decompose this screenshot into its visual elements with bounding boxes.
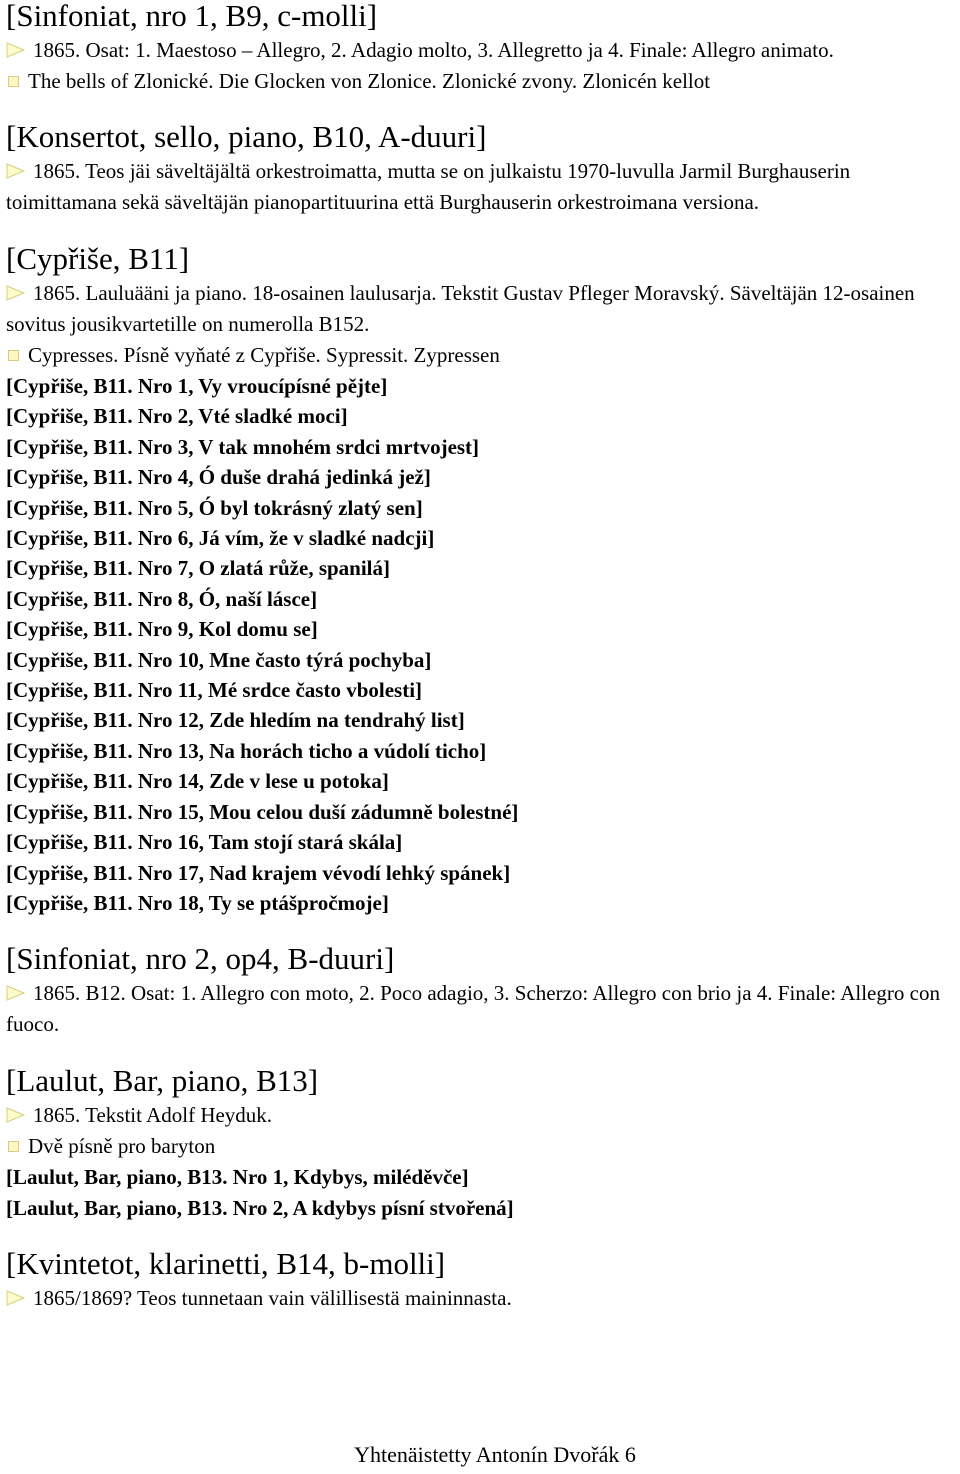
info-paragraph xyxy=(6,278,956,340)
part-title[interactable]: [Cypřiše, B11. Nro 3, V tak mnohém srdci mrtvojest] xyxy=(6,434,480,459)
section-songs-baritone xyxy=(6,1062,956,1223)
section-sinfonia-1 xyxy=(6,0,956,96)
arrow-icon xyxy=(6,42,25,58)
section-heading: [Sinfoniat, nro 1, B9, c-molli] xyxy=(6,0,378,33)
part-title[interactable]: [Cypřiše, B11. Nro 6, Já vím, že v sladké nadcji] xyxy=(6,526,435,551)
section-heading: [Laulut, Bar, piano, B13] xyxy=(6,1063,319,1099)
section-heading: [Kvintetot, klarinetti, B14, b-molli] xyxy=(6,1246,446,1282)
info-text: 1865/1869? Teos tunnetaan vain välillisestä maininnasta. xyxy=(33,1286,512,1311)
part-title[interactable]: [Laulut, Bar, piano, B13. Nro 1, Kdybys, miléděvče] xyxy=(6,1165,469,1190)
part-title[interactable]: [Cypřiše, B11. Nro 16, Tam stojí stará skála] xyxy=(6,830,403,855)
info-text: 1865. B12. Osat: 1. Allegro con moto, 2. Poco adagio, 3. Scherzo: Allegro con brio ja 4. Finale: Allegro con fuoco. xyxy=(6,981,940,1037)
part-title[interactable]: [Cypřiše, B11. Nro 15, Mou celou duší zádumně bolestné] xyxy=(6,799,519,824)
section-sinfonia-2 xyxy=(6,940,956,1040)
part-title[interactable]: [Cypřiše, B11. Nro 13, Na horách ticho a vúdolí ticho] xyxy=(6,738,487,763)
document-page xyxy=(6,0,956,1314)
arrow-icon xyxy=(6,1107,25,1123)
parts-list xyxy=(6,371,956,918)
info-paragraph xyxy=(6,156,956,218)
square-bullet-icon xyxy=(8,76,19,87)
info-text: 1865. Osat: 1. Maestoso – Allegro, 2. Adagio molto, 3. Allegretto ja 4. Finale: Allegro animato. xyxy=(33,38,834,62)
arrow-icon xyxy=(6,163,25,179)
info-text: 1865. Tekstit Adolf Heyduk. xyxy=(33,1103,273,1128)
arrow-icon xyxy=(6,1290,25,1306)
info-text: 1865. Lauluääni ja piano. 18-osainen laulusarja. Tekstit Gustav Pfleger Moravský. Säveltäjän 12-osainen sovitus jousikvartetille on numerolla B152. xyxy=(6,281,915,336)
part-title[interactable]: [Cypřiše, B11. Nro 18, Ty se ptášpročmoje] xyxy=(6,890,389,915)
part-title[interactable]: [Cypřiše, B11. Nro 7, O zlatá růže, spanilá] xyxy=(6,556,391,581)
part-title[interactable]: [Cypřiše, B11. Nro 11, Mé srdce často vbolesti] xyxy=(6,678,423,703)
section-heading: [Konsertot, sello, piano, B10, A-duuri] xyxy=(6,119,487,154)
part-title[interactable]: [Cypřiše, B11. Nro 10, Mne často týrá pochyba] xyxy=(6,647,432,672)
part-title[interactable]: [Cypřiše, B11. Nro 8, Ó, naší lásce] xyxy=(6,586,318,611)
section-cypresses xyxy=(6,240,956,918)
part-title[interactable]: [Cypřiše, B11. Nro 14, Zde v lese u potoka] xyxy=(6,769,389,794)
square-bullet-icon xyxy=(8,1141,19,1152)
info-paragraph xyxy=(6,978,956,1040)
titles-paragraph xyxy=(6,340,956,371)
part-title[interactable]: [Cypřiše, B11. Nro 9, Kol domu se] xyxy=(6,617,318,642)
part-title[interactable]: [Cypřiše, B11. Nro 4, Ó duše drahá jedinká jež] xyxy=(6,465,431,490)
section-heading: [Sinfoniat, nro 2, op4, B-duuri] xyxy=(6,941,395,977)
section-cello-concerto xyxy=(6,118,956,218)
titles-text: Cypresses. Písně vyňaté z Cypřiše. Sypressit. Zypressen xyxy=(28,343,500,367)
section-heading: [Cypřiše, B11] xyxy=(6,241,190,276)
part-title[interactable]: [Cypřiše, B11. Nro 12, Zde hledím na tendrahý list] xyxy=(6,708,465,733)
titles-text: Dvě písně pro baryton xyxy=(28,1134,216,1159)
info-text: 1865. Teos jäi säveltäjältä orkestroimatta, mutta se on julkaistu 1970-luvulla Jarmil Burghauserin toimittamana sekä säveltäjän pianopartituurina että Burghauserin orkestroimana versiona. xyxy=(6,159,851,214)
titles-text: The bells of Zlonické. Die Glocken von Zlonice. Zlonické zvony. Zlonicén kellot xyxy=(28,68,711,93)
part-title[interactable]: [Cypřiše, B11. Nro 1, Vy vroucípísné pějte] xyxy=(6,374,388,398)
part-title[interactable]: [Cypřiše, B11. Nro 17, Nad krajem vévodí lehký spánek] xyxy=(6,860,511,885)
part-title[interactable]: [Laulut, Bar, piano, B13. Nro 2, A kdybys písní stvořená] xyxy=(6,1195,514,1220)
titles-paragraph xyxy=(6,66,956,97)
parts-list xyxy=(6,1162,956,1223)
square-bullet-icon xyxy=(8,350,19,361)
part-title[interactable]: [Cypřiše, B11. Nro 2, Vté sladké moci] xyxy=(6,404,348,429)
info-paragraph xyxy=(6,1283,956,1314)
info-paragraph xyxy=(6,35,956,66)
part-title[interactable]: [Cypřiše, B11. Nro 5, Ó byl tokrásný zlatý sen] xyxy=(6,495,423,520)
titles-paragraph xyxy=(6,1131,956,1162)
arrow-icon xyxy=(6,985,25,1001)
arrow-icon xyxy=(6,285,25,301)
info-paragraph xyxy=(6,1100,956,1131)
page-footer: Yhtenäistetty Antonín Dvořák 6 xyxy=(354,1442,636,1467)
section-clarinet-quintet xyxy=(6,1245,956,1314)
